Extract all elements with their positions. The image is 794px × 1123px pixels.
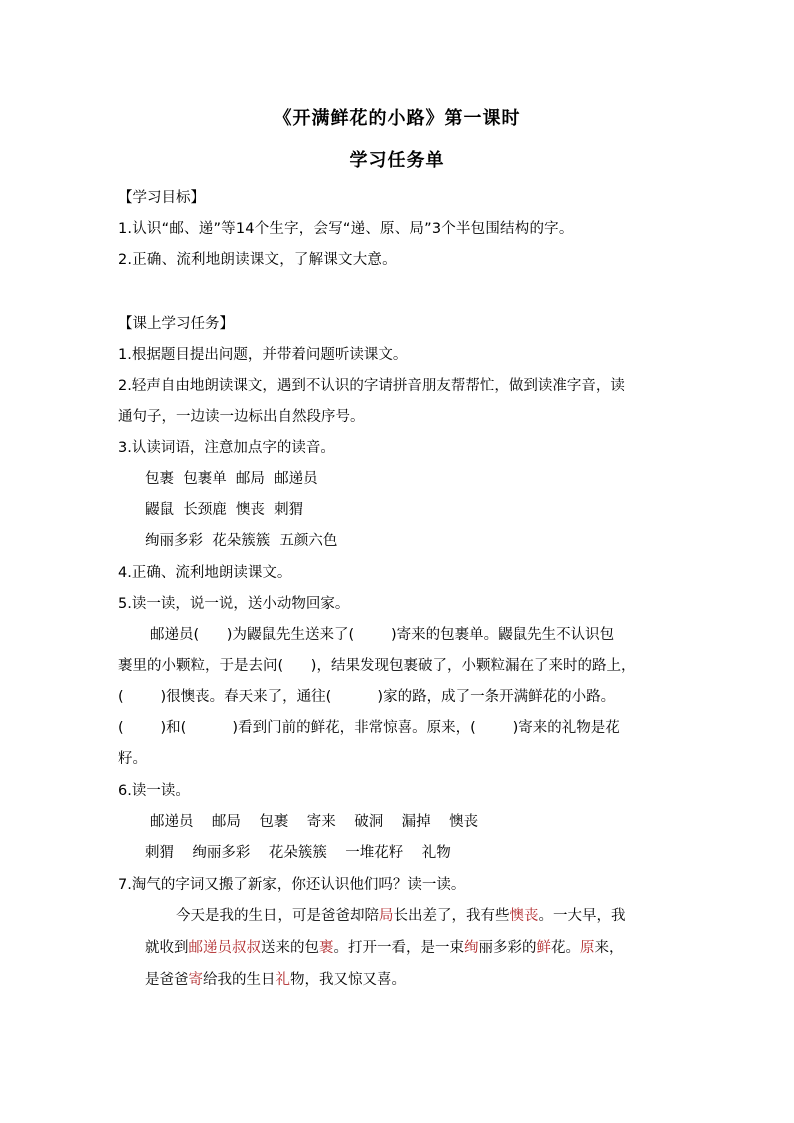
passage-text: 丽多彩的	[478, 940, 537, 956]
highlight-word: 鲜	[536, 940, 551, 956]
task-3-words-1: 包裹 包裹单 邮局 邮递员	[145, 471, 318, 487]
task-5-passage-line: 裹里的小颗粒，于是去问( )，结果发现包裹破了，小颗粒漏在了来时的路上，	[118, 658, 636, 674]
task-5-passage-line: ( )和( )看到门前的鲜花，非常惊喜。原来，( )寄来的礼物是花	[118, 720, 620, 736]
task-7: 7.淘气的字词又搬了新家，你还认识他们吗？读一读。	[118, 877, 466, 893]
highlight-word: 懊丧	[509, 908, 539, 924]
task-5-passage-line: 邮递员( )为鼹鼠先生送来了( )寄来的包裹单。鼹鼠先生不认识包	[150, 627, 615, 643]
highlight-word: 裹	[319, 940, 334, 956]
page-subtitle: 学习任务单	[349, 150, 445, 171]
passage-text: 今天是我的生日，可是爸爸却陪	[176, 908, 379, 924]
passage-text: 就收到	[145, 940, 189, 956]
highlight-word: 原	[580, 940, 595, 956]
task-2-line-1: 2.轻声自由地朗读课文，遇到不认识的字请拼音朋友帮帮忙，做到读准字音，读	[118, 378, 625, 394]
highlight-word: 局	[379, 908, 394, 924]
task-4: 4.正确、流利地朗读课文。	[118, 565, 292, 581]
task-2-line-2: 通句子，一边读一边标出自然段序号。	[118, 409, 365, 425]
highlight-word: 礼	[275, 972, 290, 988]
goal-item-1: 1.认识“邮、递”等14个生字，会写“递、原、局”3个半包围结构的字。	[118, 221, 574, 237]
task-3: 3.认读词语，注意加点字的读音。	[118, 440, 335, 456]
passage-text: 是爸爸	[145, 972, 189, 988]
passage-text: 花。	[551, 940, 580, 956]
passage-text: 来，	[594, 940, 624, 956]
task-3-words-2: 鼹鼠 长颈鹿 懊丧 刺猬	[145, 502, 304, 518]
passage-text: 。打开一看，是一束	[333, 940, 464, 956]
page-title: 《开满鲜花的小路》第一课时	[273, 108, 521, 129]
passage-line-2	[145, 936, 624, 957]
task-6: 6.读一读。	[118, 783, 190, 799]
task-5: 5.读一读，说一说，送小动物回家。	[118, 596, 350, 612]
passage-line-1	[176, 904, 626, 925]
passage-line-3	[145, 968, 406, 989]
passage-text: 长出差了，我有些	[393, 908, 510, 924]
passage-text: 送来的包	[261, 940, 319, 956]
passage-text: 给我的生日	[203, 972, 276, 988]
highlight-word: 邮递员叔叔	[188, 940, 261, 956]
goal-item-2: 2.正确、流利地朗读课文，了解课文大意。	[118, 252, 397, 268]
task-3-words-3: 绚丽多彩 花朵簇簇 五颜六色	[145, 533, 338, 549]
task-6-words-1: 邮递员 邮局 包裹 寄来 破洞 漏掉 懊丧	[150, 814, 479, 830]
highlight-word: 绚	[464, 940, 479, 956]
highlight-word: 寄	[188, 972, 203, 988]
goals-heading: 【学习目标】	[118, 190, 205, 206]
task-5-passage-line: ( )很懊丧。春天来了，通往( )家的路，成了一条开满鲜花的小路。	[118, 689, 616, 705]
passage-text: 物，我又惊又喜。	[290, 972, 406, 988]
task-6-words-2: 刺猬 绚丽多彩 花朵簇簇 一堆花籽 礼物	[145, 845, 451, 861]
task-5-passage-line: 籽。	[118, 751, 147, 767]
tasks-heading: 【课上学习任务】	[118, 316, 234, 332]
task-1: 1.根据题目提出问题，并带着问题听读课文。	[118, 347, 408, 363]
passage-text: 。一大早，我	[538, 908, 626, 924]
